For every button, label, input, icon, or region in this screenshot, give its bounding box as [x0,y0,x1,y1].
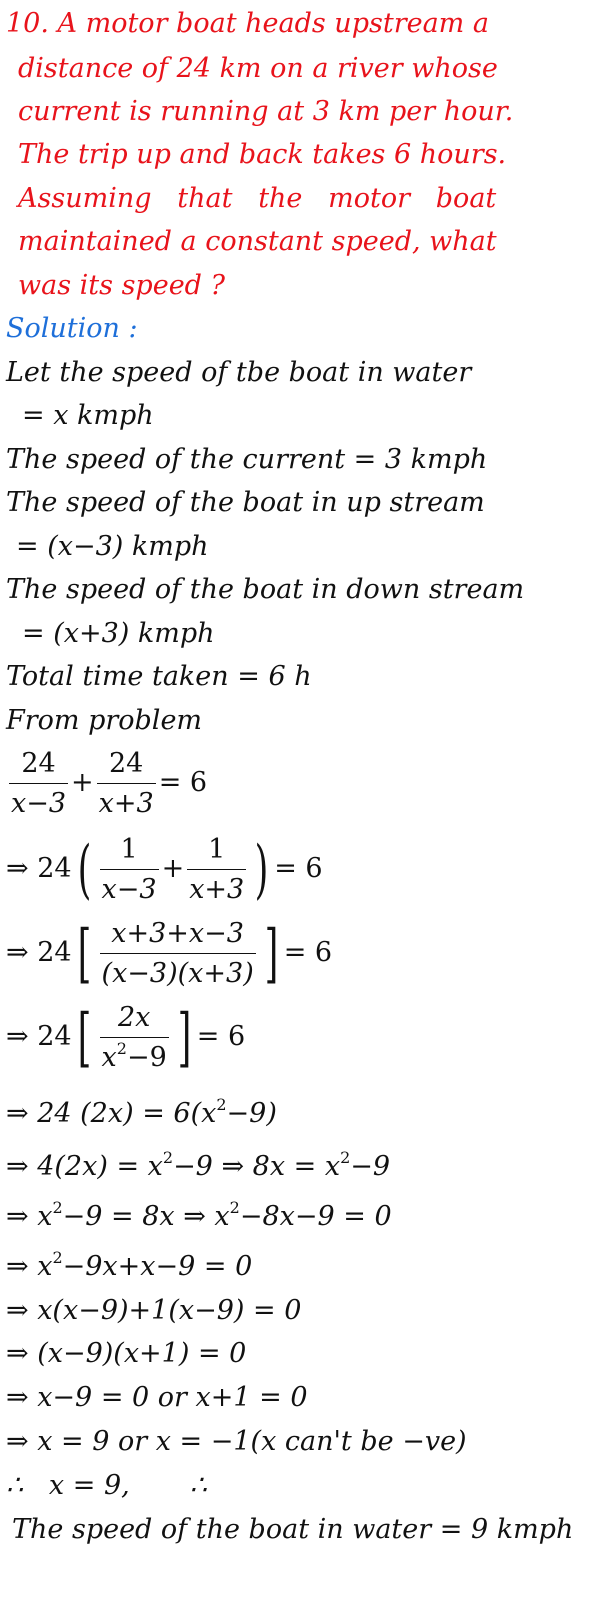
problem-line-2: distance of 24 km on a river whose [18,53,498,84]
left-bracket: [ [77,916,91,991]
fraction: $\frac{24}{x-3}$ [11,748,67,819]
solution-line-8: Total time taken = 6 h [6,661,312,692]
solution-heading: Solution : [6,313,138,344]
problem-line-3: current is running at 3 km per hour. [18,96,514,127]
equation-6: ⇒ $4(2x) = x^2-9$ ⇒ $8x = x^2-9$ [6,1148,391,1182]
problem-line-6: maintained a constant speed, what [18,226,497,257]
equation-9: ⇒ x(x−9)+1(x−9) = 0 [6,1295,302,1326]
fraction: $\frac{1}{x-3}$ [101,834,157,905]
right-bracket: ] [177,1000,192,1075]
solution-line-5: = (x−3) kmph [16,531,209,562]
fraction: $\frac{24}{x+3}$ [98,748,154,819]
problem-line-7: was its speed ? [18,270,226,301]
equation-5: ⇒ 24 $(2x) = 6(x^2-9)$ [6,1095,277,1129]
equation-11: ⇒ x−9 = 0 or x+1 = 0 [6,1382,308,1413]
problem-line-4: The trip up and back takes 6 hours. [18,139,507,170]
equation-12: ⇒ x = 9 or x = −1(x can't be −ve) [6,1426,467,1457]
equation-13: ∴ x = 9, ∴ [6,1470,207,1501]
equation-2: ⇒ 24( $\frac{1}{x-3}$ + $\frac{1}{x+3}$ ) = 6 [6,832,323,907]
solution-line-1: Let the speed of tbe boat in water [6,357,472,388]
fraction: $\frac{2x}{x^2-9}$ [101,1002,167,1073]
problem-line-5: Assuming that the motor boat [18,183,497,214]
fraction: $\frac{1}{x+3}$ [189,834,245,905]
right-paren: ) [254,832,269,907]
left-paren: ( [77,832,91,907]
equation-7: ⇒ $x^2-9 = 8x$ ⇒ $x^2-8x-9 = 0$ [6,1198,392,1232]
solution-line-4: The speed of the boat in up stream [6,487,485,518]
fraction: $\frac{x+3+x-3}{(x-3)(x+3)}$ [101,918,254,989]
equation-3: ⇒ 24[ $\frac{x+3+x-3}{(x-3)(x+3)}$ ] = 6 [6,916,333,991]
equation-10: ⇒ (x−9)(x+1) = 0 [6,1338,247,1369]
final-answer: The speed of the boat in water = 9 kmph [12,1514,574,1545]
equation-1: $\frac{24}{x-3}$ + $\frac{24}{x+3}$ = 6 [11,748,208,819]
solution-line-9: From problem [6,705,203,736]
right-bracket: ] [264,916,279,991]
solution-line-6: The speed of the boat in down stream [6,574,525,605]
equation-8: ⇒ $x^2-9x+x-9 = 0$ [6,1248,253,1282]
left-bracket: [ [77,1000,91,1075]
solution-line-7: = (x+3) kmph [22,618,215,649]
solution-line-2: = x kmph [22,400,154,431]
solution-line-3: The speed of the current = 3 kmph [6,444,488,475]
problem-line-1: 10. A motor boat heads upstream a [6,8,489,39]
equation-4: ⇒ 24[ $\frac{2x}{x^2-9}$ ] = 6 [6,1000,246,1075]
